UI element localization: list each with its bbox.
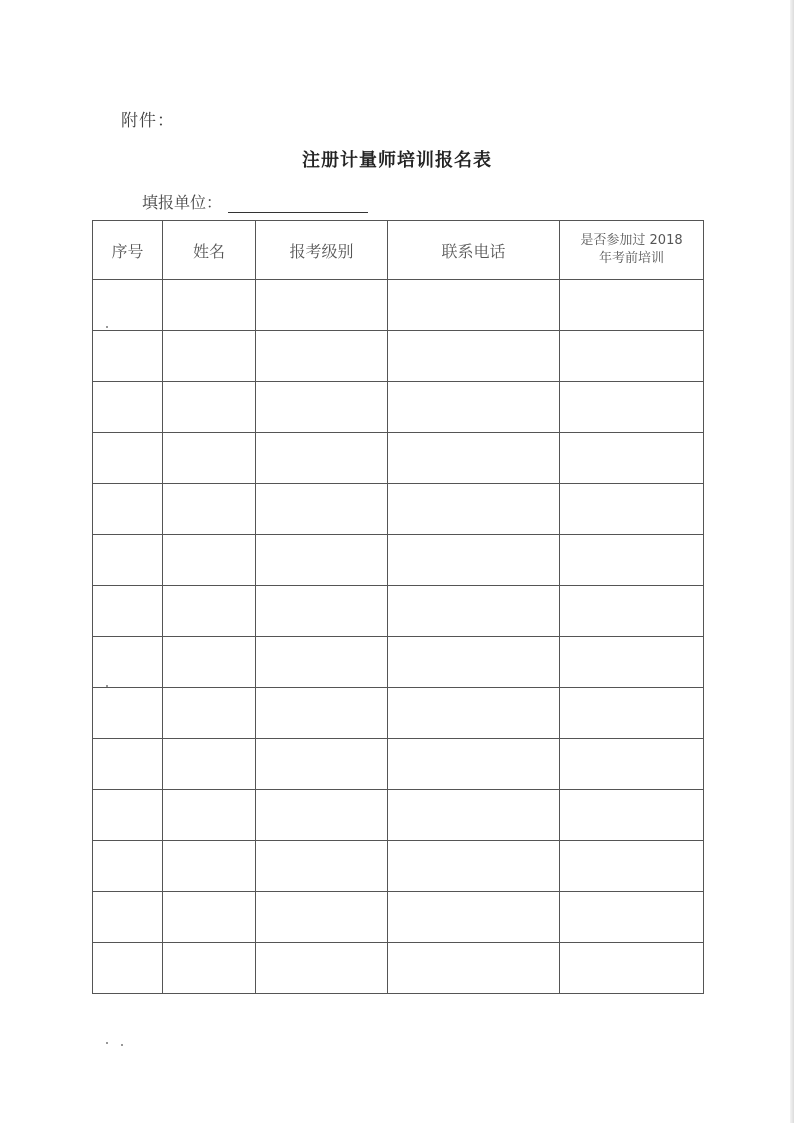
table-row <box>93 841 704 892</box>
prior-training-cell[interactable] <box>560 739 704 790</box>
exam-level-cell[interactable] <box>256 637 388 688</box>
table-row <box>93 739 704 790</box>
prior-training-cell[interactable] <box>560 484 704 535</box>
phone-cell[interactable] <box>388 484 560 535</box>
name-cell[interactable] <box>163 331 256 382</box>
header-prior-training-line1: 是否参加过 2018 <box>580 233 683 248</box>
prior-training-cell[interactable] <box>560 280 704 331</box>
scan-speck <box>106 685 108 687</box>
serial-number-cell[interactable] <box>93 790 163 841</box>
phone-cell[interactable] <box>388 280 560 331</box>
scan-speck <box>106 326 108 328</box>
table-row <box>93 943 704 994</box>
phone-cell[interactable] <box>388 637 560 688</box>
exam-level-cell[interactable] <box>256 943 388 994</box>
header-phone: 联系电话 <box>388 221 560 280</box>
serial-number-cell[interactable] <box>93 484 163 535</box>
phone-cell[interactable] <box>388 790 560 841</box>
name-cell[interactable] <box>163 943 256 994</box>
table-body <box>93 280 704 994</box>
table-row <box>93 382 704 433</box>
serial-number-cell[interactable] <box>93 331 163 382</box>
header-exam-level: 报考级别 <box>256 221 388 280</box>
exam-level-cell[interactable] <box>256 280 388 331</box>
exam-level-cell[interactable] <box>256 841 388 892</box>
exam-level-cell[interactable] <box>256 484 388 535</box>
header-prior-training <box>560 221 704 280</box>
serial-number-cell[interactable] <box>93 943 163 994</box>
phone-cell[interactable] <box>388 331 560 382</box>
exam-level-cell[interactable] <box>256 331 388 382</box>
name-cell[interactable] <box>163 535 256 586</box>
attachment-label: 附件： <box>121 111 175 131</box>
name-cell[interactable] <box>163 892 256 943</box>
prior-training-cell[interactable] <box>560 382 704 433</box>
phone-cell[interactable] <box>388 382 560 433</box>
phone-cell[interactable] <box>388 841 560 892</box>
serial-number-cell[interactable] <box>93 586 163 637</box>
form-title: 注册计量师培训报名表 <box>302 150 492 171</box>
scan-speck <box>106 1042 108 1044</box>
table-row <box>93 535 704 586</box>
serial-number-cell[interactable] <box>93 280 163 331</box>
exam-level-cell[interactable] <box>256 382 388 433</box>
exam-level-cell[interactable] <box>256 892 388 943</box>
exam-level-cell[interactable] <box>256 688 388 739</box>
table-row <box>93 892 704 943</box>
serial-number-cell[interactable] <box>93 892 163 943</box>
phone-cell[interactable] <box>388 433 560 484</box>
serial-number-cell[interactable] <box>93 382 163 433</box>
prior-training-cell[interactable] <box>560 688 704 739</box>
phone-cell[interactable] <box>388 688 560 739</box>
table-header-row <box>93 221 704 280</box>
name-cell[interactable] <box>163 586 256 637</box>
table-row <box>93 331 704 382</box>
header-prior-training-line2: 年考前培训 <box>598 251 664 266</box>
name-cell[interactable] <box>163 739 256 790</box>
table-row <box>93 688 704 739</box>
phone-cell[interactable] <box>388 535 560 586</box>
exam-level-cell[interactable] <box>256 790 388 841</box>
prior-training-cell[interactable] <box>560 943 704 994</box>
exam-level-cell[interactable] <box>256 535 388 586</box>
name-cell[interactable] <box>163 790 256 841</box>
prior-training-cell[interactable] <box>560 535 704 586</box>
prior-training-cell[interactable] <box>560 331 704 382</box>
table-row <box>93 484 704 535</box>
name-cell[interactable] <box>163 484 256 535</box>
name-cell[interactable] <box>163 382 256 433</box>
prior-training-cell[interactable] <box>560 433 704 484</box>
name-cell[interactable] <box>163 433 256 484</box>
name-cell[interactable] <box>163 688 256 739</box>
prior-training-cell[interactable] <box>560 637 704 688</box>
reporting-unit-field[interactable] <box>228 198 368 213</box>
table-row <box>93 637 704 688</box>
prior-training-cell[interactable] <box>560 790 704 841</box>
exam-level-cell[interactable] <box>256 433 388 484</box>
phone-cell[interactable] <box>388 892 560 943</box>
table-row <box>93 433 704 484</box>
exam-level-cell[interactable] <box>256 739 388 790</box>
serial-number-cell[interactable] <box>93 535 163 586</box>
name-cell[interactable] <box>163 637 256 688</box>
table-row <box>93 586 704 637</box>
prior-training-cell[interactable] <box>560 841 704 892</box>
table-row <box>93 790 704 841</box>
reporting-unit-label: 填报单位： <box>142 193 223 212</box>
prior-training-cell[interactable] <box>560 892 704 943</box>
serial-number-cell[interactable] <box>93 841 163 892</box>
serial-number-cell[interactable] <box>93 433 163 484</box>
phone-cell[interactable] <box>388 739 560 790</box>
serial-number-cell[interactable] <box>93 688 163 739</box>
name-cell[interactable] <box>163 841 256 892</box>
serial-number-cell[interactable] <box>93 739 163 790</box>
prior-training-cell[interactable] <box>560 586 704 637</box>
name-cell[interactable] <box>163 280 256 331</box>
table-row <box>93 280 704 331</box>
phone-cell[interactable] <box>388 586 560 637</box>
registration-table <box>92 220 704 994</box>
phone-cell[interactable] <box>388 943 560 994</box>
exam-level-cell[interactable] <box>256 586 388 637</box>
header-name: 姓名 <box>163 221 256 280</box>
reporting-unit-row <box>142 190 368 213</box>
serial-number-cell[interactable] <box>93 637 163 688</box>
scan-speck <box>121 1044 123 1046</box>
header-serial-number: 序号 <box>93 221 163 280</box>
